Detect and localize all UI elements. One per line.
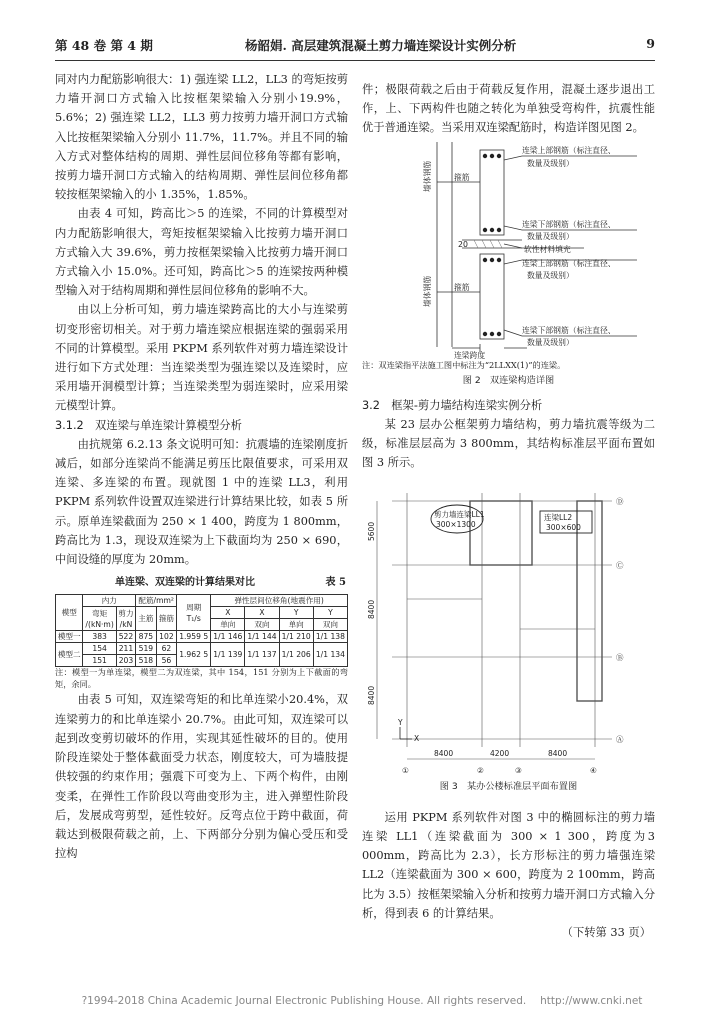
th-main: 主筋 [136,607,157,631]
table-row: 151 203 518 56 [56,655,348,667]
th-moment: 弯矩 /(kN·m) [83,607,116,631]
figure-2-caption: 图 2 双连梁构造详图 [462,374,555,386]
table-caption [55,573,348,592]
paragraph: 由抗规第 6.2.13 条文说明可知：抗震墙的连梁刚度折减后，如部分连梁尚不能满足剪压比限值要求，可采用双连梁、多连梁的布置。现就图 1 中的连梁 LL3，利用 PKPM 系列软件设置双连梁进行计算结果比较，如表 5 所示。原单连梁截面为 250 × 1 400，跨度为 1 800mm，跨高比为 1.3，现设双连梁为上下截面均为 250 × 690，中间设缝的厚度为 20mm。 [55,437,348,567]
running-title: 杨韶娟. 高层建筑混凝土剪力墙连梁设计实例分析 [245,38,517,53]
fig2-label: 连梁上部钢筋（标注直径、 [522,145,616,155]
table-note: 注：模型一为单连梁，模型二为双连梁，其中 154，151 分别为上下截面的弯矩，余同。 [55,667,348,689]
fig3-label: 300×1300 [436,519,476,529]
th-model: 模型 [56,595,83,631]
fig3-grid-label: Ⓓ [616,496,624,506]
th-period: 周期 T₁/s [177,595,211,631]
figure-3-floor-plan [362,479,655,777]
table-number: 表 5 [325,577,346,589]
th-x: X [211,607,245,619]
fig3-grid-label: Ⓑ [616,652,624,662]
fig3-grid-label: Ⓒ [616,560,624,570]
fig3-dim: 5600 [367,521,376,541]
th-stirrup: 箍筋 [156,607,177,631]
fig3-dim: 8400 [548,748,568,758]
th-rebar: 配筋/mm² [136,595,177,607]
fig3-dim: 8400 [434,748,454,758]
copyright-footer: ?1994-2018 China Academic Journal Electronic Publishing House. All rights reserved. http://www.cnki.net [81,995,643,1007]
page-header [55,36,655,56]
fig3-grid-label: ③ [515,765,522,775]
page-number: 9 [646,36,655,51]
fig2-label: 连梁跨度 [454,350,486,360]
fig2-label: 数量及级别） [527,270,574,280]
journal-volume: 第 48 卷 第 4 期 [55,38,153,53]
header-rule [55,60,655,61]
table-title: 单连梁、双连梁的计算结果对比 [115,577,255,589]
fig2-label: 墙体钢筋 [423,275,432,307]
figure-note: 注：双连梁指平法施工图中标注为“2LLXX(1)”的连梁。 [362,359,566,370]
fig2-label: 墙体钢筋 [423,160,432,192]
section-heading: 3.1.2 双连梁与单连梁计算模型分析 [55,418,242,432]
fig3-dim: 8400 [367,685,376,705]
paragraph: 由表 4 可知，跨高比＞5 的连梁，不同的计算模型对内力配筋影响很大，弯矩按框架梁输入比按剪力墙开洞口方式输入大 39.6%，剪力按框架梁输入比按剪力墙开洞口方式输入小 15.0%。还可知，跨高比＞5 的连梁按两种模型输入对于结构周期和弹性层间位移角的影响不大。 [55,207,348,298]
th-double: 双向 [313,619,347,631]
th-x: X [245,607,279,619]
fig3-grid-label: ① [402,765,409,775]
table-row: 模型一 383 522 875 102 1.959 5 1/1 146 1/1 144 1/1 210 1/1 138 [56,631,348,643]
th-drift: 弹性层间位移角(地震作用) [211,595,348,607]
fig2-label: 箍筋 [454,282,470,292]
fig3-grid-label: Ⓐ [616,734,624,744]
th-single: 单向 [279,619,313,631]
fig3-label: 连梁LL2 [544,512,573,522]
fig3-axis-label: Y [398,717,403,727]
continued-note: （下转第 33 页） [561,926,651,940]
th-y: Y [279,607,313,619]
table-5 [55,594,348,667]
left-column [55,70,348,863]
th-double: 双向 [245,619,279,631]
fig3-grid-label: ④ [590,765,597,775]
paragraph: 由以上分析可知，剪力墙连梁跨高比的大小与连梁剪切变形密切相关。对于剪力墙连梁应根据连梁的强弱采用不同的计算模型。采用 PKPM 系列软件对剪力墙连梁设计进行如下方式处理：当连梁类型为强连梁以及连梁时，应采用墙开洞模型计算；当连梁类型为弱连梁时，应采用梁元模型计算。 [55,303,348,413]
fig3-dim: 8400 [367,599,376,619]
figure-2-double-coupling-beam-detail [362,142,655,360]
fig3-label: 剪力墙连梁LL1 [434,509,485,519]
fig2-label: 数量及级别） [527,337,574,347]
th-single: 单向 [211,619,245,631]
fig2-label: 数量及级别） [527,231,574,241]
right-column [362,80,655,942]
paragraph: 同对内力配筋影响很大：1) 强连梁 LL2，LL3 的弯矩按剪力墙开洞口方式输入比按框架梁输入分别小19.9%，5.6%；2) 强连梁 LL2，LL3 剪力按剪力墙开洞口方式输入比按框架梁输入分别小 11.7%，11.7%。并且不同的输入方式对整体结构的周期、弹性层间位移角等都有影响，按剪力墙开洞口方式输入的结构周期、弹性层间位移角都较按框架梁输入的小 1.35%，1.85%。 [55,73,348,202]
paragraph: 某 23 层办公框架剪力墙结构，剪力墙抗震等级为二级，标准层层高为 3 800mm，其结构标准层平面布置如图 3 所示。 [362,418,655,470]
paragraph: 由表 5 可知，双连梁弯矩的和比单连梁小20.4%，双连梁剪力的和比单连梁小 20.7%。由此可知，双连梁可以起到改变剪切破坏的作用，实现其延性破坏的目的。使用阶段连梁处于整体截面受力状态，刚度较大，可为墙肢提供较强的约束作用；强震下可变为上、下两个构件，由刚变柔，在弹性工作阶段以弯曲变形为主，进入弹塑性阶段后，发展成弯剪型，延性较好。反弯点位于跨中截面，荷载达到极限荷载之前，上、下两部分分别为偏心受压和受拉构 [55,693,348,861]
paragraph: 运用 PKPM 系列软件对图 3 中的椭圆标注的剪力墙连梁 LL1（连梁截面为 300 × 1 300，跨度为3 000mm，跨高比为 2.3），长方形标注的剪力墙强连梁 LL2（连梁截面为 300 × 600，跨度为 2 100mm，跨高比为 3.5）按框架梁输入分析和按剪力墙开洞口方式输入分析，得到表 6 的计算结果。 [362,810,655,920]
figure-3-caption: 图 3 某办公楼标准层平面布置图 [439,780,578,792]
fig2-label: 连梁下部钢筋（标注直径、 [522,325,616,335]
fig3-grid-label: ② [477,765,484,775]
fig2-label: 箍筋 [454,172,470,182]
table-row: 模型二 154 211 519 62 1.962 5 1/1 139 1/1 137 1/1 206 1/1 134 [56,643,348,655]
fig2-label: 数量及级别） [527,158,574,168]
th-shear: 剪力 /kN [116,607,135,631]
section-heading: 3.2 框架-剪力墙结构连梁实例分析 [362,398,543,412]
fig3-dim: 4200 [490,748,510,758]
th-force: 内力 [83,595,136,607]
fig3-label: 300×600 [546,522,581,532]
fig2-label: 20 [458,239,468,249]
fig2-label: 连梁上部钢筋（标注直径、 [522,258,616,268]
paragraph: 件；极限荷载之后由于荷载反复作用，混凝土逐步退出工作，上、下两构件也随之转化为单独受弯构件，抗震性能优于普通连梁。当采用双连梁配筋时，构造详图见图 2。 [362,83,655,135]
fig3-axis-label: X [414,733,420,743]
fig2-label: 连梁下部钢筋（标注直径、 [522,219,616,229]
th-y: Y [313,607,347,619]
fig2-label: 软性材料填充 [524,244,571,254]
